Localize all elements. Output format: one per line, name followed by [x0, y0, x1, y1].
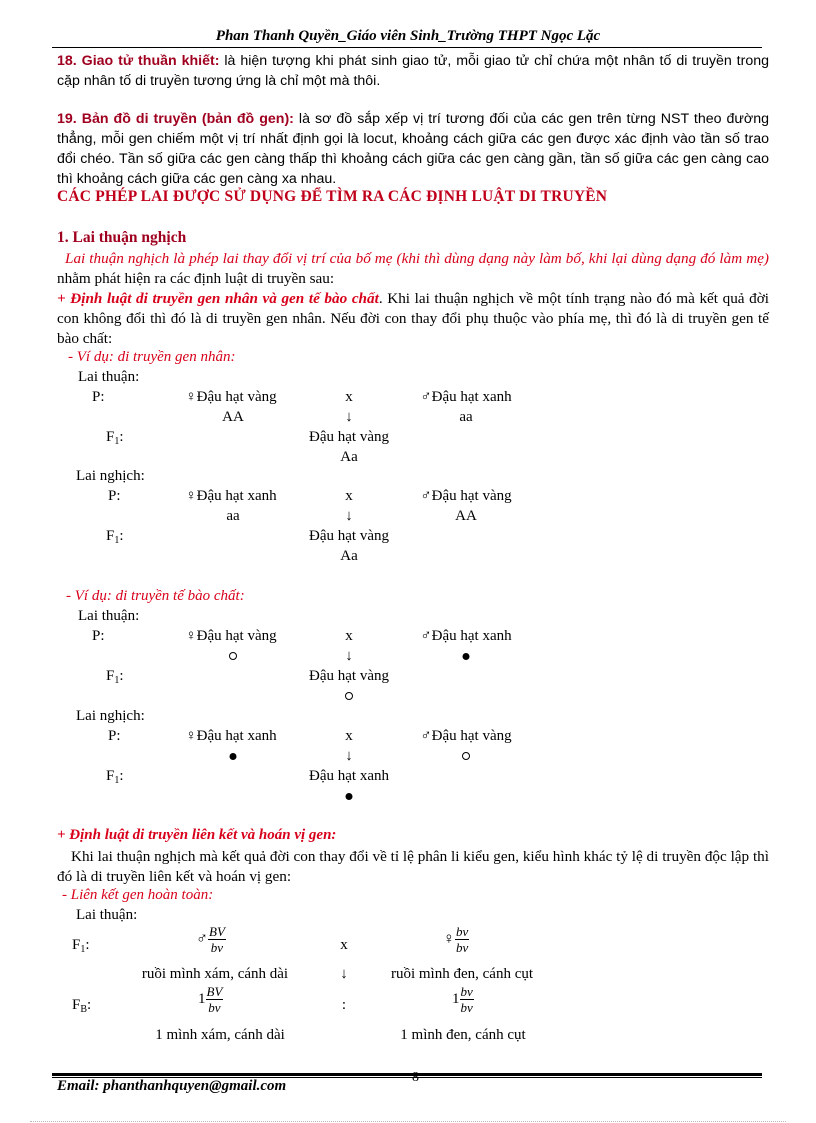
offspring: Đậu hạt vàng — [309, 528, 389, 544]
fly-phenotype: ruồi mình xám, cánh dài — [141, 966, 289, 982]
mother-pea: ♀Đậu hạt vàng — [185, 628, 277, 644]
father-pea: ♂Đậu hạt vàng — [420, 728, 512, 744]
father-pea: ♂Đậu hạt vàng — [420, 488, 512, 504]
text-18: là hiện tượng khi phát sinh giao tử, mỗi giao tử chỉ chứa một nhân tố di truyền trong cặp nhân tố di truyền tương ứng là chỉ một mà thôi. — [57, 53, 769, 89]
term-19: 19. Bản đồ di truyền (bản đồ gen): — [57, 111, 294, 127]
fb-phenotype: 1 mình xám, cánh dài — [155, 1027, 285, 1043]
section-1-title: 1. Lai thuận nghịch — [57, 229, 187, 246]
filled-circle-icon — [463, 648, 470, 665]
offspring: Đậu hạt xanh — [309, 768, 389, 784]
fb-genotype-2: 1 $\frac{bv}{bv}$ — [452, 984, 473, 1015]
offspring: Đậu hạt vàng — [309, 668, 389, 684]
arrow: ↓ — [345, 648, 353, 664]
empty-circle-icon — [345, 688, 353, 705]
genotype: Aa — [340, 449, 358, 465]
genotype: aa — [226, 508, 240, 524]
fb-label: $F_B$: — [72, 997, 92, 1015]
linked-genes: - Liên kết gen hoàn toàn: — [62, 887, 214, 903]
filled-circle-icon — [346, 788, 353, 805]
cross-x: x — [340, 937, 348, 953]
page-number: 8 — [412, 1070, 419, 1085]
mother-pea: ♀Đậu hạt vàng — [185, 389, 277, 405]
cross-x: x — [345, 389, 353, 405]
empty-circle-icon — [462, 748, 470, 765]
text-19: là sơ đồ sắp xếp vị trí tương đối của các gen trên từng NST theo đường thẳng, mỗi gen chiếm một vị trí nhất định gọi là locut, khoảng cách giữa các gen được xác định vào tần số trao đổi chéo. Tần số giữa các gen càng thấp thì khoảng cách giữa các gen càng gần, tần số giữa các gen càng cao thì khoảng cách giữa các gen càng xa nhau. — [57, 111, 769, 187]
arrow: ↓ — [345, 748, 353, 764]
p-label: P: — [108, 728, 121, 744]
female-genotype: ♀ $\frac{bv}{bv}$ — [443, 924, 469, 955]
arrow: ↓ — [345, 508, 353, 524]
f1-label: $F_1$: — [72, 937, 90, 955]
cross-x: x — [345, 728, 353, 744]
cross-x: x — [345, 628, 353, 644]
ratio-colon: : — [341, 997, 347, 1013]
lai-nghich-label: Lai nghịch: — [76, 468, 145, 484]
offspring: Đậu hạt vàng — [309, 429, 389, 445]
law1-title: + Định luật di truyền gen nhân và gen tế bào chất — [57, 290, 379, 307]
mother-pea: ♀Đậu hạt xanh — [185, 728, 277, 744]
footer-rule — [52, 1073, 762, 1076]
footer-email: Email: phanthanhquyen@gmail.com — [57, 1078, 287, 1094]
page-header: Phan Thanh Quyền_Giáo viên Sinh_Trường THPT Ngọc Lặc — [215, 28, 601, 44]
law2-title: + Định luật di truyền liên kết và hoán vị gen: — [57, 827, 337, 843]
father-pea: ♂Đậu hạt xanh — [420, 628, 512, 644]
empty-circle-icon — [229, 648, 237, 665]
f1-label: $F_1$: — [106, 429, 124, 447]
paragraph-18 — [57, 51, 769, 91]
intro-text: nhằm phát hiện ra các định luật di truyền sau: — [57, 270, 335, 287]
section-heading: CÁC PHÉP LAI ĐƯỢC SỬ DỤNG ĐỂ TÌM RA CÁC ĐỊNH LUẬT DI TRUYỀN — [57, 188, 608, 205]
filled-circle-icon — [230, 748, 237, 765]
p-label: P: — [92, 389, 105, 405]
paragraph-19 — [57, 109, 769, 189]
header-rule — [52, 47, 762, 48]
genotype: AA — [222, 409, 244, 425]
intro-paragraph — [57, 249, 769, 289]
genotype: AA — [455, 508, 477, 524]
father-pea: ♂Đậu hạt xanh — [420, 389, 512, 405]
fb-genotype-1: 1 $\frac{BV}{bv}$ — [198, 984, 223, 1015]
example-cytoplasmic: - Ví dụ: di truyền tế bào chất: — [66, 588, 245, 604]
lai-thuan-label: Lai thuận: — [78, 369, 140, 385]
law1-paragraph — [57, 289, 769, 349]
lai-thuan-label: Lai thuận: — [78, 608, 140, 624]
f1-label: $F_1$: — [106, 528, 124, 546]
fb-phenotype: 1 mình đen, cánh cụt — [400, 1027, 526, 1043]
f1-label: $F_1$: — [106, 668, 124, 686]
term-18: 18. Giao tử thuần khiết: — [57, 53, 220, 69]
intro-definition: Lai thuận nghịch là phép lai thay đổi vị trí của bố mẹ (khi thì dùng dạng này làm bố, khi lại dùng dạng đó làm mẹ) — [65, 250, 769, 267]
f1-label: $F_1$: — [106, 768, 124, 786]
cross-x: x — [345, 488, 353, 504]
page-edge — [30, 1121, 786, 1122]
p-label: P: — [108, 488, 121, 504]
lai-nghich-label: Lai nghịch: — [76, 708, 145, 724]
male-genotype: ♂ $\frac{BV}{bv}$ — [196, 924, 225, 955]
p-label: P: — [92, 628, 105, 644]
law1-text: . Khi lai thuận nghịch về một tính trạng nào đó mà kết quả đời con không đổi thì đó là di truyền gen nhân. Nếu đời con thay đổi phụ thuộc vào phía mẹ, thì đó là di truyền gen tế bào chất: — [57, 290, 769, 347]
arrow: ↓ — [340, 966, 348, 982]
genotype: aa — [459, 409, 473, 425]
fly-phenotype: ruồi mình đen, cánh cụt — [390, 966, 534, 982]
genotype: Aa — [340, 548, 358, 564]
arrow: ↓ — [345, 409, 353, 425]
law2-text: Khi lai thuận nghịch mà kết quả đời con thay đổi về tỉ lệ phân li kiểu gen, kiểu hình khác tỷ lệ di truyền độc lập thì đó là di truyền liên kết và hoán vị gen: — [57, 848, 769, 885]
example-nuclear: - Ví dụ: di truyền gen nhân: — [68, 349, 236, 365]
lai-thuan-label: Lai thuận: — [76, 907, 138, 923]
mother-pea: ♀Đậu hạt xanh — [185, 488, 277, 504]
